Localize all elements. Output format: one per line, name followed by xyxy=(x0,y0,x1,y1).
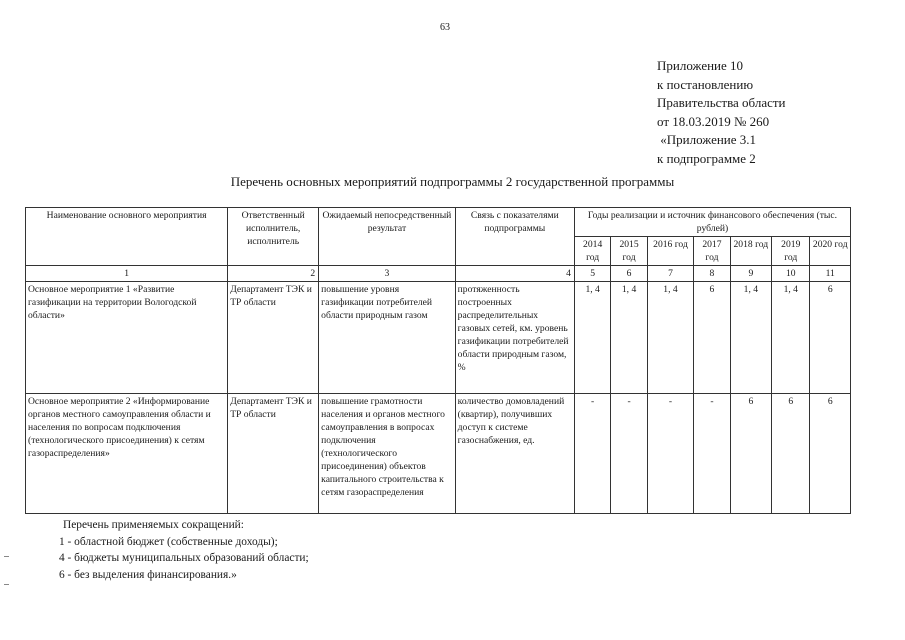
row-executor: Департамент ТЭК и ТР области xyxy=(228,282,319,394)
column-number: 6 xyxy=(611,266,647,282)
abbreviations-heading: Перечень применяемых сокращений: xyxy=(63,519,244,531)
header-year: 2014 год xyxy=(574,237,610,266)
column-number: 1 xyxy=(26,266,228,282)
header-year: 2019 год xyxy=(772,237,810,266)
header-year: 2018 год xyxy=(730,237,771,266)
abbreviation-item: 1 - областной бюджет (собственные доходы); xyxy=(59,535,278,548)
row-executor: Департамент ТЭК и ТР области xyxy=(228,394,319,514)
row-name: Основное мероприятие 1 «Развитие газификации на территории Вологодской области» xyxy=(26,282,228,394)
abbreviations-list xyxy=(59,517,309,583)
row-value: 1, 4 xyxy=(647,282,694,394)
appendix-line: Приложение 10 xyxy=(657,58,744,73)
column-number: 3 xyxy=(319,266,455,282)
header-years-group: Годы реализации и источник финансового обеспечения (тыс. рублей) xyxy=(574,208,850,237)
header-link: Связь с показателями подпрограммы xyxy=(455,208,574,266)
appendix-line: к постановлению xyxy=(657,76,754,92)
header-executor: Ответственный исполнитель, исполнитель xyxy=(228,208,319,266)
header-result: Ожидаемый непосредственный результат xyxy=(319,208,455,266)
column-number: 5 xyxy=(574,266,610,282)
row-value: 1, 4 xyxy=(730,282,771,394)
row-link: количество домовладений (квартир), получивших доступ к системе газоснабжения, ед. xyxy=(455,394,574,514)
page-number: 63 xyxy=(440,22,450,33)
appendix-line: к подпрограмме 2 xyxy=(657,150,756,166)
column-number: 9 xyxy=(730,266,771,282)
row-value: - xyxy=(611,394,647,514)
row-value: 1, 4 xyxy=(611,282,647,394)
row-value: 1, 4 xyxy=(772,282,810,394)
table-row xyxy=(26,394,851,514)
row-value: - xyxy=(574,394,610,514)
header-year: 2015 год xyxy=(611,237,647,266)
row-value: 6 xyxy=(810,394,851,514)
header-year: 2020 год xyxy=(810,237,851,266)
column-number: 7 xyxy=(647,266,694,282)
column-number: 4 xyxy=(455,266,574,282)
row-value: 1, 4 xyxy=(574,282,610,394)
table-row xyxy=(26,282,851,394)
document-title: Перечень основных мероприятий подпрограммы 2 государственной программы xyxy=(230,174,675,189)
row-result: повышение уровня газификации потребителей области природным газом xyxy=(319,282,455,394)
abbreviation-item: 6 - без выделения финансирования.» xyxy=(59,568,237,581)
appendix-line: от 18.03.2019 № 260 xyxy=(657,113,770,129)
scan-margin-mark xyxy=(4,556,9,557)
header-name: Наименование основного мероприятия xyxy=(26,208,228,266)
row-value: - xyxy=(694,394,730,514)
appendix-line: «Приложение 3.1 xyxy=(657,132,757,147)
row-name: Основное мероприятие 2 «Информирование органов местного самоуправления области и населения по вопросам подключения (технологического присоединения) к сетям газораспределения» xyxy=(26,394,228,514)
appendix-line: Правительства области xyxy=(657,95,786,110)
header-year: 2017 год xyxy=(694,237,730,266)
row-link: протяженность построенных распределительных газовых сетей, км. уровень газификации потребителей области природным газом, % xyxy=(455,282,574,394)
row-result: повышение грамотности населения и органов местного самоуправления в вопросах подключения (технологического присоединения) объектов капитального строительства к сетям газораспределения xyxy=(319,394,455,514)
row-value: 6 xyxy=(772,394,810,514)
abbreviation-item: 4 - бюджеты муниципальных образований области; xyxy=(59,552,309,564)
appendix-block xyxy=(657,57,786,168)
column-number: 11 xyxy=(810,266,851,282)
row-value: - xyxy=(647,394,694,514)
scan-margin-mark xyxy=(4,584,9,585)
activities-table xyxy=(25,207,851,514)
column-number: 10 xyxy=(772,266,810,282)
header-year: 2016 год xyxy=(647,237,694,266)
column-number: 8 xyxy=(694,266,730,282)
column-number: 2 xyxy=(228,266,319,282)
row-value: 6 xyxy=(810,282,851,394)
row-value: 6 xyxy=(730,394,771,514)
row-value: 6 xyxy=(694,282,730,394)
